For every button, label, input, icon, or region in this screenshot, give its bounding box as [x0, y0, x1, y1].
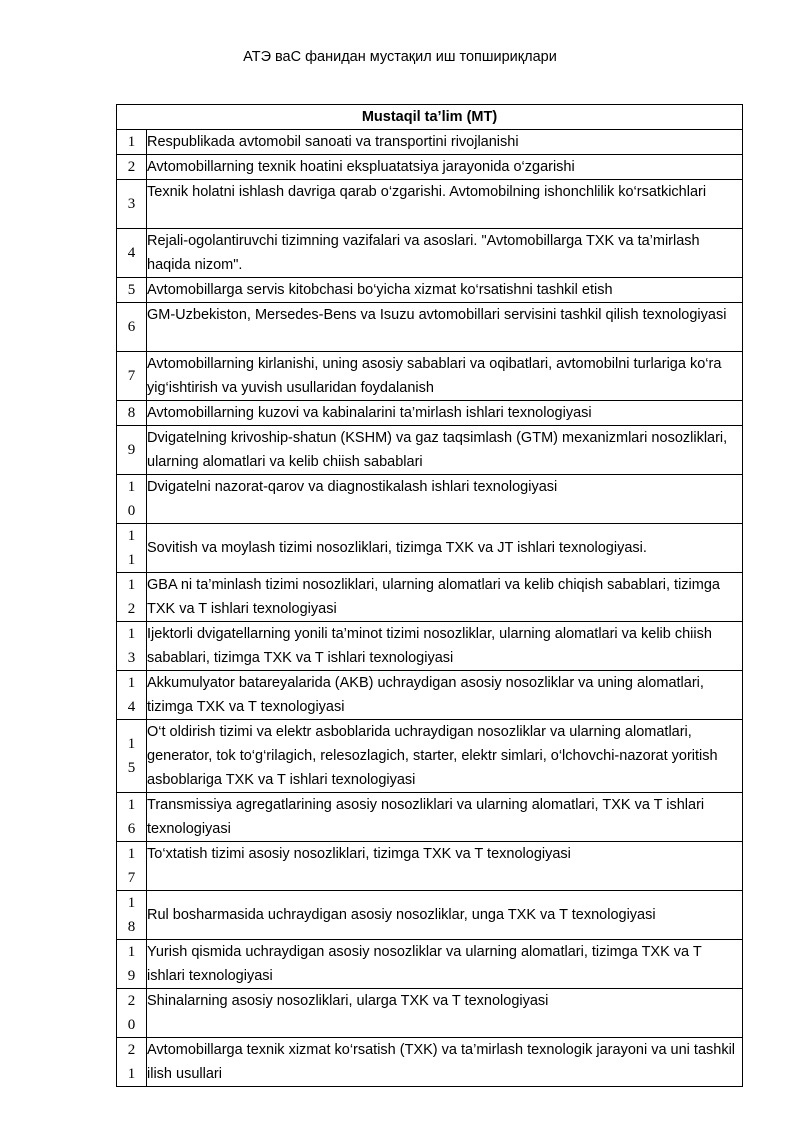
row-text: To‘xtatish tizimi asosiy nosozliklari, tizimga TXK va T texnologiyasi — [147, 842, 743, 891]
table-row — [117, 842, 743, 891]
row-number: 4 — [117, 229, 147, 278]
table-header: Mustaqil ta’lim (MT) — [117, 105, 743, 130]
row-text: Dvigatelning krivoship-shatun (KSHM) va gaz taqsimlash (GTM) mexanizmlari nosozliklari, ularning alomatlari va kelib chiish sabablari — [147, 426, 743, 475]
row-number: 3 — [117, 180, 147, 229]
row-number: 21 — [117, 1038, 147, 1087]
row-text: Shinalarning asosiy nosozliklari, ularga TXK va T texnologiyasi — [147, 989, 743, 1038]
row-number: 2 — [117, 155, 147, 180]
table-header-row — [117, 105, 743, 130]
row-text: Texnik holatni ishlash davriga qarab o‘zgarishi. Avtomobilning ishonchlilik ko‘rsatkichlari — [147, 180, 743, 229]
row-number: 7 — [117, 352, 147, 401]
table-row — [117, 229, 743, 278]
row-number: 12 — [117, 573, 147, 622]
table-row — [117, 303, 743, 352]
table-row — [117, 352, 743, 401]
row-text: GBA ni ta’minlash tizimi nosozliklari, ularning alomatlari va kelib chiqish sabablari, tizimga TXK va T ishlari texnologiyasi — [147, 573, 743, 622]
row-text: Avtomobillarga texnik xizmat ko‘rsatish (TXK) va ta’mirlash texnologik jarayoni va uni tashkil ilish usullari — [147, 1038, 743, 1087]
row-number: 1 — [117, 130, 147, 155]
table-row — [117, 989, 743, 1038]
row-number: 11 — [117, 524, 147, 573]
table-row — [117, 891, 743, 940]
table-row — [117, 278, 743, 303]
row-number: 17 — [117, 842, 147, 891]
table-row — [117, 524, 743, 573]
table-row — [117, 573, 743, 622]
row-text: Sovitish va moylash tizimi nosozliklari, tizimga TXK va JT ishlari texnologiyasi. — [147, 524, 743, 573]
row-number: 6 — [117, 303, 147, 352]
row-number: 10 — [117, 475, 147, 524]
row-text: Respublikada avtomobil sanoati va transportini rivojlanishi — [147, 130, 743, 155]
row-text: Ijektorli dvigatellarning yonili ta’minot tizimi nosozliklar, ularning alomatlari va kelib chiish sabablari, tizimga TXK va T ishlari texnologiyasi — [147, 622, 743, 671]
table-row — [117, 426, 743, 475]
table-row — [117, 720, 743, 793]
tasks-table — [116, 104, 743, 1087]
document-title: АТЭ ваС фанидан мустақил иш топшириқлари — [243, 49, 557, 65]
row-text: Yurish qismida uchraydigan asosiy nosozliklar va ularning alomatlari, tizimga TXK va T ishlari texnologiyasi — [147, 940, 743, 989]
row-number: 9 — [117, 426, 147, 475]
row-number: 18 — [117, 891, 147, 940]
row-text: Dvigatelni nazorat-qarov va diagnostikalash ishlari texnologiyasi — [147, 475, 743, 524]
table-row — [117, 622, 743, 671]
row-number: 13 — [117, 622, 147, 671]
row-text: Transmissiya agregatlarining asosiy nosozliklari va ularning alomatlari, TXK va T ishlari texnologiyasi — [147, 793, 743, 842]
row-text: Akkumulyator batareyalarida (AKB) uchraydigan asosiy nosozliklar va uning alomatlari, tizimga TXK va T texnologiyasi — [147, 671, 743, 720]
table-row — [117, 130, 743, 155]
row-text: Avtomobillarning kirlanishi, uning asosiy sabablari va oqibatlari, avtomobilni turlariga ko‘ra yig‘ishtirish va yuvish usullaridan foydalanish — [147, 352, 743, 401]
table-row — [117, 671, 743, 720]
row-text: Avtomobillarning kuzovi va kabinalarini ta’mirlash ishlari texnologiyasi — [147, 401, 743, 426]
table-row — [117, 475, 743, 524]
row-number: 5 — [117, 278, 147, 303]
row-text: Rejali-ogolantiruvchi tizimning vazifalari va asoslari. "Avtomobillarga TXK va ta’mirlash haqida nizom". — [147, 229, 743, 278]
table-row — [117, 155, 743, 180]
row-text: Avtomobillarning texnik hoatini ekspluatatsiya jarayonida o‘zgarishi — [147, 155, 743, 180]
row-number: 15 — [117, 720, 147, 793]
row-number: 16 — [117, 793, 147, 842]
table-row — [117, 180, 743, 229]
row-number: 20 — [117, 989, 147, 1038]
row-number: 14 — [117, 671, 147, 720]
row-text: Avtomobillarga servis kitobchasi bo‘yicha xizmat ko‘rsatishni tashkil etish — [147, 278, 743, 303]
row-number: 8 — [117, 401, 147, 426]
table-row — [117, 940, 743, 989]
table-row — [117, 793, 743, 842]
row-text: Rul bosharmasida uchraydigan asosiy nosozliklar, unga TXK va T texnologiyasi — [147, 891, 743, 940]
row-number: 19 — [117, 940, 147, 989]
row-text: GM-Uzbekiston, Mersedes-Bens va Isuzu avtomobillari servisini tashkil qilish texnologiyasi — [147, 303, 743, 352]
row-text: O‘t oldirish tizimi va elektr asboblarida uchraydigan nosozliklar va ularning alomatlari, generator, tok to‘g‘rilagich, relesozlagich, starter, elektr simlari, o‘lchovchi-nazorat yoritish asboblariga TXK va T ishlari texnologiyasi — [147, 720, 743, 793]
table-row — [117, 401, 743, 426]
table-row — [117, 1038, 743, 1087]
